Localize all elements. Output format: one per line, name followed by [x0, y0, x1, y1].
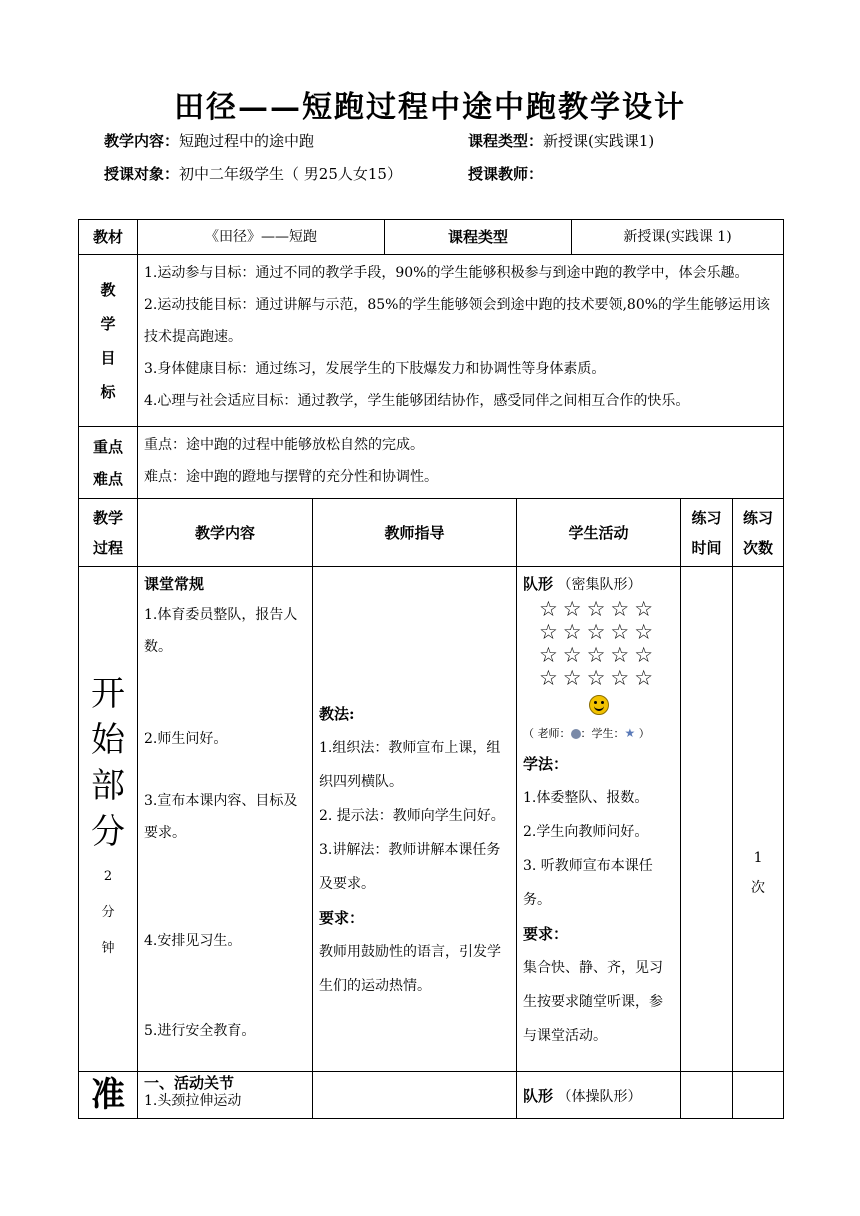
prep-row: [79, 1072, 784, 1119]
type-label: 课程类型：: [468, 132, 544, 150]
requirement-text: 教师用鼓励性的语言，引发学生们的运动热情。: [319, 944, 501, 994]
star-row: ☆☆☆☆☆: [538, 643, 659, 667]
prep-content: 一、活动关节 1.头颈拉伸运动: [138, 1072, 313, 1119]
teacher-label: 授课教师：: [468, 165, 544, 183]
process-header-row: [79, 499, 784, 567]
star-row: ☆☆☆☆☆: [538, 620, 659, 644]
prep-guidance: [313, 1072, 517, 1119]
opening-time: [681, 567, 733, 1072]
learn-item: 2.学生向教师问好。: [523, 824, 649, 840]
content-item: 5.进行安全教育。: [144, 1023, 256, 1039]
content-item: 3.宣布本课内容、目标及要求。: [144, 793, 298, 841]
time-header: 练习 时间: [681, 499, 733, 567]
target-value: 初中二年级学生（ 男25人女15）: [179, 165, 402, 183]
course-type-value: 新授课(实践课 1): [572, 220, 784, 255]
content-item: 4.安排见习生。: [144, 933, 242, 949]
opening-activity: 队形 （密集队形） ☆☆☆☆☆ ☆☆☆☆☆ ☆☆☆☆☆ ☆☆☆☆☆ （ 老师： ：学生：★ ） 学法： 1.体委整队、报数。 2.学生向教师问好。 3. 听教师宣布本课任务。 要求： 集合快、静、齐，见习生按要求随堂听课，参与课堂活动。: [517, 567, 681, 1072]
target-label: 授课对象：: [104, 165, 180, 183]
guidance-header: 教师指导: [313, 499, 517, 567]
objectives-label: 教 学 目 标: [79, 255, 138, 427]
material-row: [79, 220, 784, 255]
prep-stage: 准: [79, 1072, 138, 1119]
content-info: [104, 130, 314, 151]
content-item: 1.体育委员整队，报告人数。: [144, 607, 298, 655]
content-label: 教学内容：: [104, 132, 180, 150]
objectives-content: [138, 255, 784, 427]
objective-item: 1.运动参与目标：通过不同的教学手段，90%的学生能够积极参与到途中跑的教学中，体会乐趣。: [144, 265, 749, 281]
count-header: 练习 次数: [733, 499, 784, 567]
type-info: [468, 130, 654, 151]
teacher-info: [468, 163, 543, 184]
key-points-label: 重点 难点: [79, 427, 138, 499]
star-row: ☆☆☆☆☆: [538, 666, 659, 690]
method-item: 1.组织法：教师宣布上课，组织四列横队。: [319, 740, 501, 790]
student-stars: [523, 598, 674, 690]
content-value: 短跑过程中的途中跑: [179, 132, 315, 150]
content-header: 教学内容: [138, 499, 313, 567]
material-label: 教材: [79, 220, 138, 255]
prep-count: [733, 1072, 784, 1119]
difficulty: 难点：途中跑的蹬地与摆臂的充分性和协调性。: [144, 469, 438, 485]
process-header: 教学 过程: [79, 499, 138, 567]
lesson-plan-table: [78, 219, 784, 1119]
material-value: 《田径》——短跑: [138, 220, 385, 255]
objectives-row: [79, 255, 784, 427]
legend: （ 老师： ：学生：★ ）: [523, 726, 650, 740]
document-title: 田径——短跑过程中途中跑教学设计: [174, 90, 686, 125]
opening-count: 1 次: [733, 567, 784, 1072]
key-points-row: [79, 427, 784, 499]
method-item: 3.讲解法：教师讲解本课任务及要求。: [319, 842, 501, 892]
opening-row: [79, 567, 784, 1072]
learn-item: 1.体委整队、报数。: [523, 790, 649, 806]
opening-content: 课堂常规 1.体育委员整队，报告人数。 2.师生问好。 3.宣布本课内容、目标及要求。 4.安排见习生。 5.进行安全教育。: [138, 567, 313, 1072]
objective-item: 2.运动技能目标：通过讲解与示范，85%的学生能够领会到途中跑的技术要领,80%的学生能够运用该技术提高跑速。: [144, 297, 771, 345]
star-row: ☆☆☆☆☆: [538, 597, 659, 621]
objective-item: 4.心理与社会适应目标：通过教学，学生能够团结协作，感受同伴之间相互合作的快乐。: [144, 393, 690, 409]
student-requirement: 集合快、静、齐，见习生按要求随堂听课，参与课堂活动。: [523, 960, 663, 1044]
prep-activity: 队形 （体操队形）: [517, 1072, 681, 1119]
content-item: 2.师生问好。: [144, 731, 228, 747]
key-point: 重点：途中跑的过程中能够放松自然的完成。: [144, 437, 424, 453]
learn-item: 3. 听教师宣布本课任务。: [523, 858, 653, 908]
formation-type: （密集队形）: [557, 577, 642, 593]
formation-label: 队形: [523, 575, 554, 593]
teacher-face-icon: [571, 729, 581, 739]
target-info: [104, 163, 402, 184]
objective-item: 3.身体健康目标：通过练习，发展学生的下肢爆发力和协调性等身体素质。: [144, 361, 606, 377]
type-value: 新授课(实践课1): [543, 132, 655, 150]
opening-stage: 开 始 部 分 2 分 钟: [79, 567, 138, 1072]
student-star-icon: ★: [624, 726, 636, 740]
method-item: 2. 提示法：教师向学生问好。: [319, 808, 505, 824]
activity-header: 学生活动: [517, 499, 681, 567]
prep-item: 1.头颈拉伸运动: [144, 1093, 242, 1109]
teacher-smiley-icon: [589, 695, 609, 715]
opening-guidance: 教法: 1.组织法：教师宣布上课，组织四列横队。 2. 提示法：教师向学生问好。 3.讲解法：教师讲解本课任务及要求。 要求： 教师用鼓励性的语言，引发学生们的运动热情。: [313, 567, 517, 1072]
prep-time: [681, 1072, 733, 1119]
key-points-content: [138, 427, 784, 499]
course-type-label: 课程类型: [385, 220, 572, 255]
